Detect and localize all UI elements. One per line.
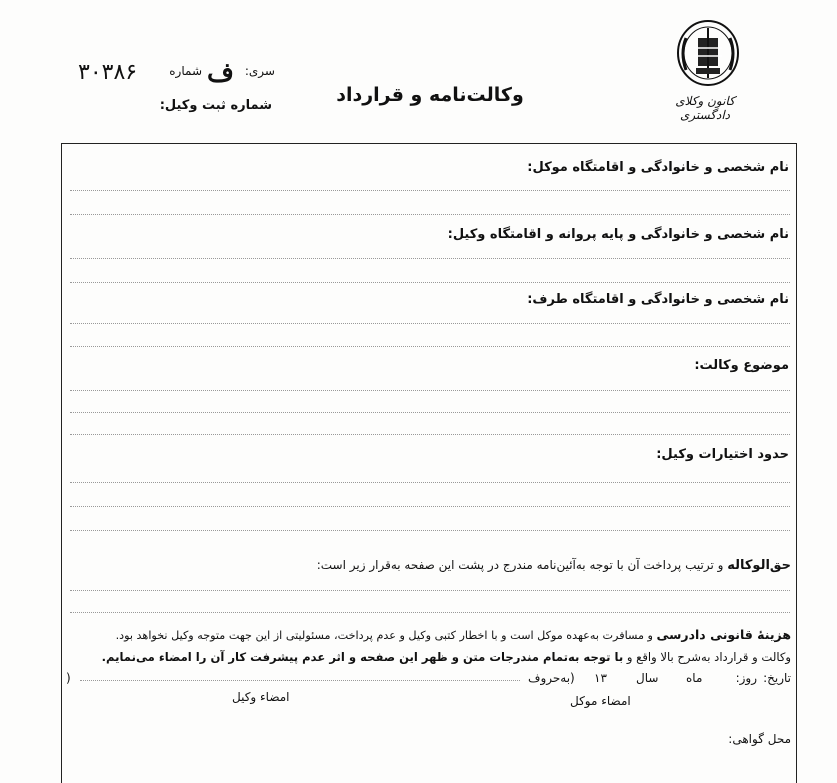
agreement-text: وکالت و قرارداد به‌شرح بالا واقع و	[623, 650, 791, 664]
date-close-paren: )	[66, 671, 71, 685]
fill-line	[70, 323, 790, 324]
fill-line	[70, 530, 790, 531]
fill-line	[70, 282, 790, 283]
authority-label: حدود اختیارات وکیل:	[656, 447, 789, 462]
date-year-prefix: ۱۳	[594, 671, 607, 685]
agreement-statement	[66, 650, 791, 664]
fill-line	[70, 506, 790, 507]
costs-text: و مسافرت به‌عهده موکل است و با اخطار کتبی وکیل و عدم پرداخت، مسئولیتی از این جهت متوجه وکیل نخواهد بود.	[115, 629, 657, 642]
fee-heading: حق‌الوکاله	[727, 558, 791, 573]
costs-paragraph	[66, 627, 791, 642]
agreement-bold-text: با توجه به‌تمام مندرجات متن و ظهر این صفحه و اثر عدم پیشرفت کار آن را امضاء می‌نمایم.	[101, 650, 624, 664]
date-year-label: سال	[636, 671, 659, 685]
fee-text: و ترتیب پرداخت آن با توجه به‌آئین‌نامه مندرج در پشت این صفحه به‌قرار زیر است:	[316, 558, 728, 572]
date-label: تاریخ:	[763, 671, 791, 685]
lawyer-registration-label: شماره ثبت وکیل:	[159, 98, 272, 113]
date-in-words-label: (به‌حروف	[528, 671, 575, 685]
fill-line	[70, 434, 790, 435]
bar-association-name: کانون وکلای دادگستری	[675, 94, 735, 122]
opposing-party-label: نام شخصی و خانوادگی و اقامتگاه طرف:	[527, 292, 789, 307]
page-title: وکالت‌نامه و قرارداد	[336, 84, 524, 106]
fill-line	[70, 482, 790, 483]
fill-line	[70, 346, 790, 347]
client-signature-label: امضاء موکل	[570, 694, 631, 708]
bar-association-logo	[668, 18, 748, 88]
fill-line	[70, 214, 790, 215]
lawyer-info-label: نام شخصی و خانوادگی و پایه پروانه و اقامتگاه وکیل:	[447, 227, 789, 242]
serial-number: ۳۰۳۸۶	[78, 60, 138, 85]
serial-number-block	[60, 58, 275, 88]
fill-line	[70, 590, 790, 591]
series-value: ف	[207, 58, 234, 88]
costs-heading: هزینهٔ قانونی دادرسی	[656, 627, 791, 642]
date-month-label: ماه	[686, 671, 703, 685]
fill-line	[70, 412, 790, 413]
fill-line	[70, 390, 790, 391]
series-label: سری:	[244, 64, 275, 78]
fill-line	[70, 612, 790, 613]
subject-label: موضوع وکالت:	[694, 358, 789, 373]
number-label: شماره	[169, 64, 202, 78]
date-day-label: روز:	[735, 671, 757, 685]
fill-line	[70, 258, 790, 259]
fee-paragraph	[66, 558, 791, 573]
date-fill-line	[80, 680, 520, 681]
fill-line	[70, 190, 790, 191]
witness-label: محل گواهی:	[728, 732, 791, 746]
client-info-label: نام شخصی و خانوادگی و اقامتگاه موکل:	[527, 160, 789, 175]
lawyer-signature-label: امضاء وکیل	[232, 690, 290, 704]
